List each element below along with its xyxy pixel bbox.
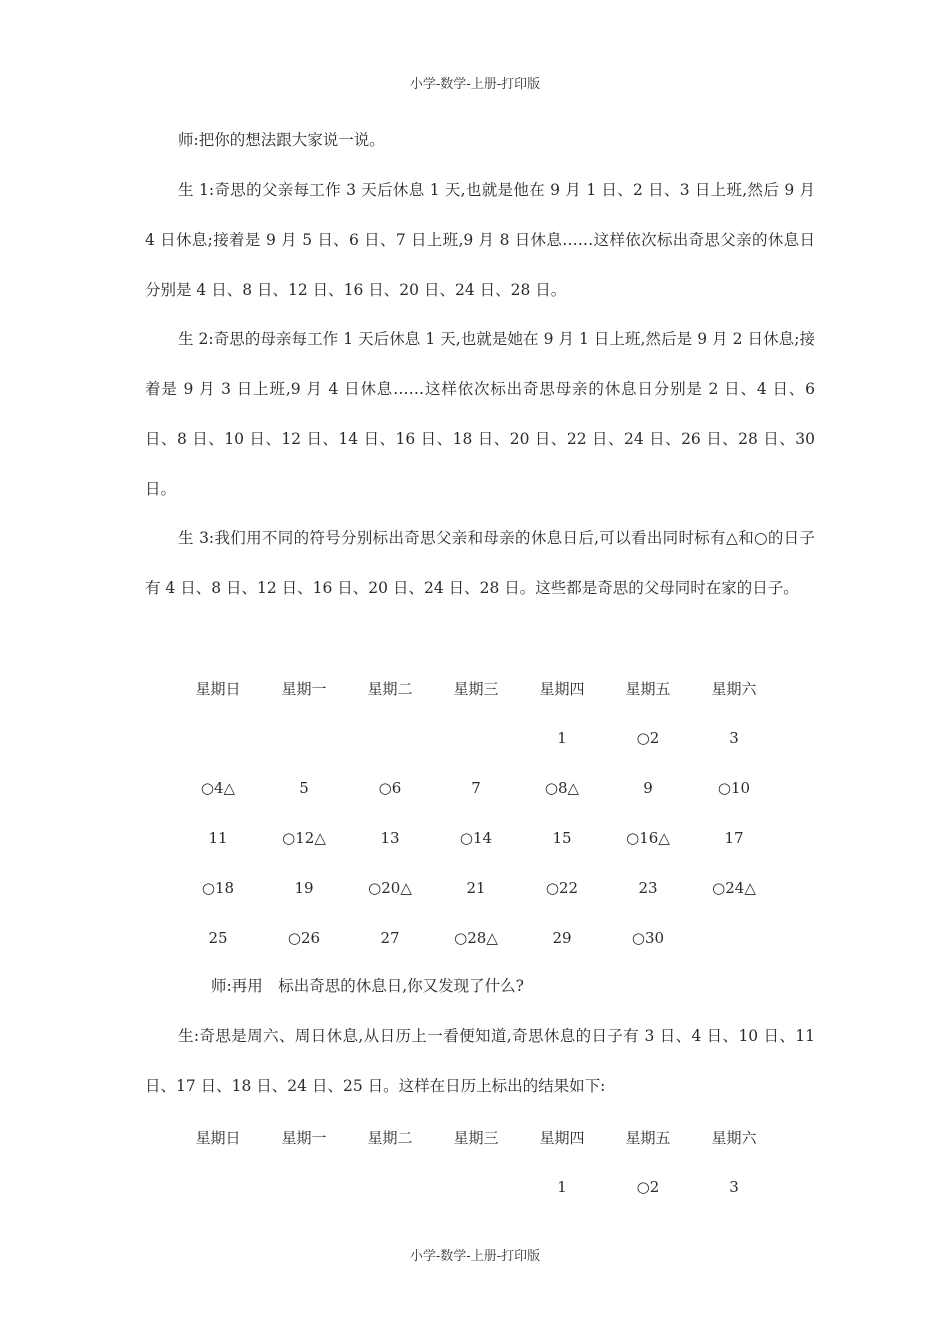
calendar-day-cell: ○22	[545, 879, 579, 897]
student-2-answer: 生 2:奇思的母亲每工作 1 天后休息 1 天,也就是她在 9 月 1 日上班,然后是 9 月 2 日休息;接着是 9 月 3 日上班,9 月 4 日休息……这样依次标出奇思母亲的休息日分别是 2 日、4 日、6 日、8 日、10 日、12 日、14 日、16 日、18 日、20 日、22 日、24 日、26 日、28 日、30 日。	[145, 330, 815, 498]
teacher-prompt-1: 师:把你的想法跟大家说一说。	[178, 131, 385, 149]
calendar-day-cell: ○26	[287, 929, 321, 947]
calendar-day-cell: 23	[638, 879, 658, 897]
calendar-day-cell: ○8△	[544, 779, 580, 797]
calendar-day-cell: ○6	[378, 779, 402, 797]
calendar-table-1	[175, 663, 777, 963]
calendar-day-cell: 13	[380, 829, 400, 847]
calendar-day-cell	[175, 713, 261, 763]
calendar-day-cell: ○18	[201, 879, 235, 897]
calendar-header-cell: 星期六	[711, 679, 757, 698]
calendar-header-cell: 星期二	[367, 1128, 413, 1147]
calendar-day-cell: 1	[557, 729, 567, 747]
calendar-day-cell: 17	[724, 829, 744, 847]
calendar-header-cell: 星期五	[625, 679, 671, 698]
calendar-day-cell	[347, 1162, 433, 1212]
calendar-header-cell: 星期三	[453, 1128, 499, 1147]
calendar-day-cell: ○20△	[368, 879, 412, 897]
calendar-day-cell: ○14	[459, 829, 493, 847]
student-4-answer: 生:奇思是周六、周日休息,从日历上一看便知道,奇思休息的日子有 3 日、4 日、10 日、11 日、17 日、18 日、24 日、25 日。这样在日历上标出的结果如下:	[145, 1027, 815, 1095]
calendar-day-cell: ○2	[636, 729, 660, 747]
calendar-header-cell: 星期四	[539, 679, 585, 698]
calendar-day-cell: 7	[471, 779, 481, 797]
calendar-day-cell	[347, 713, 433, 763]
calendar-day-cell: 15	[552, 829, 572, 847]
calendar-header-cell: 星期六	[711, 1128, 757, 1147]
student-1-answer: 生 1:奇思的父亲每工作 3 天后休息 1 天,也就是他在 9 月 1 日、2 日、3 日上班,然后 9 月 4 日休息;接着是 9 月 5 日、6 日、7 日上班,9 月 8 日休息……这样依次标出奇思父亲的休息日分别是 4 日、8 日、12 日、16 日、20 日、24 日、28 日。	[145, 181, 815, 299]
calendar-header-cell: 星期一	[281, 1128, 327, 1147]
calendar-day-cell	[261, 713, 347, 763]
calendar-header-cell: 星期五	[625, 1128, 671, 1147]
calendar-day-cell	[433, 1162, 519, 1212]
calendar-day-cell: 19	[294, 879, 314, 897]
calendar-table-2	[175, 1112, 777, 1212]
teacher-prompt-2: 师:再用 标出奇思的休息日,你又发现了什么?	[211, 977, 524, 995]
calendar-day-cell	[433, 713, 519, 763]
page-footer: 小学-数学-上册-打印版	[409, 1249, 541, 1264]
calendar-header-cell: 星期一	[281, 679, 327, 698]
calendar-day-cell: ○2	[636, 1178, 660, 1196]
calendar-day-cell: ○30	[631, 929, 665, 947]
calendar-day-cell: 1	[557, 1178, 567, 1196]
calendar-day-cell: 5	[299, 779, 309, 797]
calendar-header-cell: 星期四	[539, 1128, 585, 1147]
calendar-day-cell: 3	[729, 729, 739, 747]
calendar-day-cell: 29	[552, 929, 572, 947]
calendar-day-cell: 27	[380, 929, 400, 947]
calendar-day-cell: 25	[208, 929, 228, 947]
calendar-day-cell: ○12△	[282, 829, 326, 847]
calendar-header-cell: 星期三	[453, 679, 499, 698]
student-3-answer: 生 3:我们用不同的符号分别标出奇思父亲和母亲的休息日后,可以看出同时标有△和○的日子有 4 日、8 日、12 日、16 日、20 日、24 日、28 日。这些都是奇思的父母同时在家的日子。	[145, 529, 815, 597]
page-header: 小学-数学-上册-打印版	[409, 77, 541, 92]
calendar-day-cell	[691, 913, 777, 963]
calendar-day-cell	[175, 1162, 261, 1212]
calendar-header-cell: 星期日	[195, 679, 241, 698]
calendar-day-cell: 21	[466, 879, 486, 897]
calendar-day-cell: 3	[729, 1178, 739, 1196]
calendar-header-cell: 星期二	[367, 679, 413, 698]
calendar-day-cell: ○4△	[200, 779, 236, 797]
calendar-day-cell: 11	[208, 829, 228, 847]
calendar-day-cell: ○10	[717, 779, 751, 797]
calendar-day-cell: ○24△	[712, 879, 756, 897]
calendar-header-cell: 星期日	[195, 1128, 241, 1147]
calendar-day-cell: 9	[643, 779, 653, 797]
calendar-day-cell: ○28△	[454, 929, 498, 947]
calendar-day-cell	[261, 1162, 347, 1212]
calendar-day-cell: ○16△	[626, 829, 670, 847]
